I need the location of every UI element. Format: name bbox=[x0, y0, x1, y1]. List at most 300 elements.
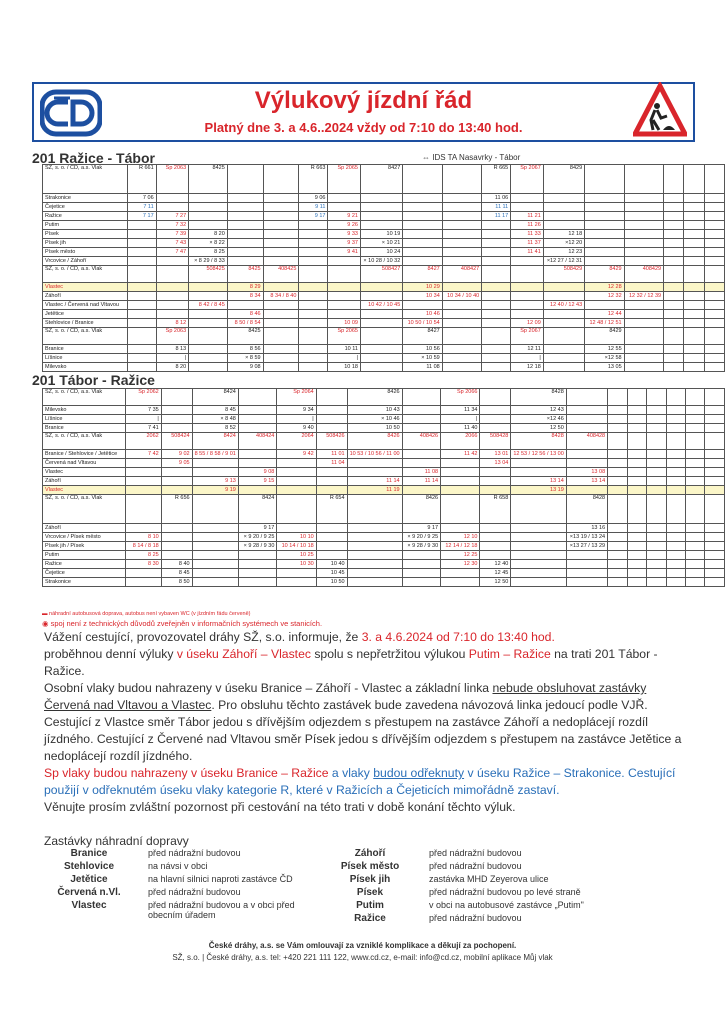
time-cell bbox=[441, 524, 480, 533]
time-cell bbox=[238, 459, 277, 468]
time-cell bbox=[238, 424, 277, 433]
time-cell: 11 33 bbox=[511, 230, 544, 239]
time-cell bbox=[627, 533, 646, 542]
train-number: Sp 2065 bbox=[328, 165, 361, 194]
time-cell: 12 32 bbox=[585, 292, 624, 301]
time-cell bbox=[705, 406, 725, 415]
time-cell: 9 17 bbox=[402, 524, 441, 533]
time-cell bbox=[608, 486, 627, 495]
time-cell: 8 30 bbox=[126, 560, 162, 569]
time-cell bbox=[482, 257, 511, 266]
time-cell bbox=[666, 551, 685, 560]
station-name: Strakonice bbox=[43, 194, 128, 203]
time-cell bbox=[299, 345, 328, 354]
time-cell bbox=[543, 283, 584, 292]
time-cell bbox=[585, 239, 624, 248]
time-cell bbox=[482, 283, 511, 292]
train-number bbox=[299, 266, 328, 283]
train-number: R 665 bbox=[482, 165, 511, 194]
time-cell bbox=[161, 468, 192, 477]
time-cell bbox=[666, 424, 685, 433]
train-number: 8428 bbox=[511, 389, 566, 406]
time-cell: × 10 28 / 10 32 bbox=[360, 257, 402, 266]
time-cell bbox=[666, 542, 685, 551]
time-cell bbox=[402, 578, 441, 587]
time-cell: 13 19 bbox=[511, 486, 566, 495]
time-cell bbox=[566, 415, 607, 424]
station-name: Písek bbox=[43, 230, 128, 239]
time-cell: 12 43 bbox=[511, 406, 566, 415]
time-cell bbox=[263, 283, 299, 292]
time-cell bbox=[192, 569, 238, 578]
time-cell bbox=[441, 486, 480, 495]
time-cell bbox=[627, 542, 646, 551]
time-cell: 8 46 bbox=[227, 310, 263, 319]
time-cell: 8 34 bbox=[227, 292, 263, 301]
time-cell: ×12 27 / 12 31 bbox=[543, 257, 584, 266]
time-cell bbox=[127, 239, 156, 248]
train-number bbox=[227, 165, 263, 194]
station-name: Putim bbox=[43, 551, 126, 560]
time-cell bbox=[627, 560, 646, 569]
time-cell bbox=[624, 194, 663, 203]
time-cell: 7 43 bbox=[156, 239, 189, 248]
time-cell bbox=[227, 203, 263, 212]
stop-name: Ražice bbox=[354, 913, 386, 924]
time-cell: 9 34 bbox=[277, 406, 316, 415]
time-cell bbox=[686, 551, 705, 560]
time-cell bbox=[511, 569, 566, 578]
time-cell: 9 13 bbox=[192, 477, 238, 486]
time-cell: 11 08 bbox=[402, 468, 441, 477]
time-cell bbox=[161, 424, 192, 433]
time-cell bbox=[704, 354, 724, 363]
station-name: Vrcovice / Písek město bbox=[43, 533, 126, 542]
time-cell: 7 11 bbox=[127, 203, 156, 212]
time-cell bbox=[704, 257, 724, 266]
time-cell bbox=[647, 468, 666, 477]
time-cell bbox=[704, 319, 724, 328]
train-number bbox=[684, 266, 704, 283]
time-cell bbox=[647, 569, 666, 578]
station-name: Vrcovice / Záhoří bbox=[43, 257, 128, 266]
time-cell bbox=[402, 560, 441, 569]
time-cell: ×13 27 / 13 29 bbox=[566, 542, 607, 551]
time-cell: 13 16 bbox=[566, 524, 607, 533]
train-number bbox=[263, 328, 299, 345]
time-cell bbox=[482, 354, 511, 363]
time-cell bbox=[647, 542, 666, 551]
time-cell bbox=[126, 477, 162, 486]
station-name: Milevsko bbox=[43, 406, 126, 415]
time-cell bbox=[189, 212, 228, 221]
time-cell bbox=[347, 569, 402, 578]
time-cell bbox=[543, 319, 584, 328]
train-number: Sp 2063 bbox=[156, 165, 189, 194]
train-number bbox=[666, 389, 685, 406]
table-row bbox=[43, 569, 725, 578]
time-cell bbox=[624, 257, 663, 266]
train-number: 8425 bbox=[227, 266, 263, 283]
table-row bbox=[43, 424, 725, 433]
time-cell bbox=[608, 424, 627, 433]
time-cell: 12 18 bbox=[543, 230, 584, 239]
train-number: R 663 bbox=[299, 165, 328, 194]
time-cell: 7 06 bbox=[127, 194, 156, 203]
time-cell bbox=[316, 551, 347, 560]
time-cell bbox=[666, 450, 685, 459]
time-cell bbox=[403, 257, 442, 266]
time-cell bbox=[511, 310, 544, 319]
time-cell bbox=[608, 533, 627, 542]
validity-subtitle: Platný dne 3. a 4.6..2024 vždy od 7:10 do 13:40 hod. bbox=[204, 120, 523, 135]
table-row bbox=[43, 319, 725, 328]
train-number bbox=[156, 266, 189, 283]
time-cell bbox=[684, 283, 704, 292]
time-cell: 9 08 bbox=[238, 468, 277, 477]
time-cell bbox=[347, 459, 402, 468]
time-cell: 12 45 bbox=[480, 569, 511, 578]
time-cell: 11 04 bbox=[316, 459, 347, 468]
time-cell bbox=[316, 533, 347, 542]
time-cell bbox=[238, 569, 277, 578]
train-header-row bbox=[43, 433, 725, 450]
time-cell bbox=[227, 239, 263, 248]
time-cell bbox=[127, 301, 156, 310]
time-cell bbox=[647, 406, 666, 415]
time-cell bbox=[277, 569, 316, 578]
time-cell bbox=[704, 283, 724, 292]
time-cell bbox=[238, 560, 277, 569]
train-number: 8426 bbox=[347, 433, 402, 450]
time-cell bbox=[684, 301, 704, 310]
time-cell bbox=[263, 212, 299, 221]
time-cell bbox=[684, 363, 704, 372]
time-cell: 12 10 bbox=[441, 533, 480, 542]
time-cell bbox=[684, 203, 704, 212]
time-cell bbox=[585, 221, 624, 230]
time-cell bbox=[161, 477, 192, 486]
time-cell bbox=[624, 301, 663, 310]
train-number: 408426 bbox=[402, 433, 441, 450]
time-cell: 10 10 bbox=[277, 533, 316, 542]
time-cell: 9 17 bbox=[238, 524, 277, 533]
time-cell: × 9 28 / 9 30 bbox=[402, 542, 441, 551]
table-row bbox=[43, 450, 725, 459]
time-cell bbox=[666, 560, 685, 569]
time-cell bbox=[482, 319, 511, 328]
time-cell: 8 13 bbox=[156, 345, 189, 354]
time-cell: 10 09 bbox=[328, 319, 361, 328]
time-cell bbox=[664, 212, 684, 221]
time-cell: 9 19 bbox=[192, 486, 238, 495]
time-cell bbox=[664, 203, 684, 212]
time-cell bbox=[192, 468, 238, 477]
time-cell bbox=[299, 319, 328, 328]
operator-label: SŽ, s. o. / ČD, a.s. Vlak bbox=[43, 165, 128, 194]
time-cell bbox=[316, 542, 347, 551]
time-cell bbox=[686, 578, 705, 587]
time-cell bbox=[543, 310, 584, 319]
time-cell bbox=[360, 345, 402, 354]
time-cell: 9 37 bbox=[328, 239, 361, 248]
station-name: Líšnice bbox=[43, 354, 128, 363]
time-cell bbox=[156, 257, 189, 266]
time-cell: 8 50 bbox=[161, 578, 192, 587]
train-number bbox=[704, 165, 724, 194]
time-cell bbox=[442, 283, 481, 292]
time-cell bbox=[238, 415, 277, 424]
time-cell bbox=[127, 292, 156, 301]
time-cell: 9 15 bbox=[238, 477, 277, 486]
time-cell: 12 55 bbox=[585, 345, 624, 354]
train-number: Sp 2066 bbox=[441, 389, 480, 406]
time-cell: 11 37 bbox=[511, 239, 544, 248]
time-cell bbox=[238, 450, 277, 459]
time-cell bbox=[263, 345, 299, 354]
time-cell bbox=[161, 415, 192, 424]
train-number bbox=[608, 433, 627, 450]
time-cell bbox=[543, 354, 584, 363]
stop-location: na hlavní silnici naproti zastávce ČD bbox=[148, 874, 293, 884]
time-cell bbox=[189, 194, 228, 203]
table-row bbox=[43, 363, 725, 372]
time-cell bbox=[624, 212, 663, 221]
table-row bbox=[43, 524, 725, 533]
time-cell bbox=[511, 560, 566, 569]
time-cell: 11 06 bbox=[482, 194, 511, 203]
paragraph-1: Vážení cestující, provozovatel dráhy SŽ, s.o. informuje, že 3. a 4.6.2024 od 7:10 do 13:40 hod. proběhnou denní výluky v úseku Záhoří – Vlastec spolu s nepřetržitou výlukou Putim – Ražice na trati 201 Tábor - Ražice. bbox=[44, 630, 658, 678]
time-cell bbox=[684, 257, 704, 266]
time-cell: 12 18 bbox=[511, 363, 544, 372]
time-cell: 10 56 bbox=[403, 345, 442, 354]
time-cell: ×12 20 bbox=[543, 239, 584, 248]
table-row bbox=[43, 310, 725, 319]
paragraph-4: Sp vlaky budou nahrazeny v úseku Branice – Ražice a vlaky budou odřeknuty v úseku Ražice – Strakonice. Cestující použijí v odřeknutém úseku vlaky kategorie R, které v Ražicích a Čejeticích mimořádně zastaví. bbox=[44, 766, 676, 797]
time-cell bbox=[126, 468, 162, 477]
time-cell: 11 21 bbox=[511, 212, 544, 221]
table-row bbox=[43, 468, 725, 477]
time-cell bbox=[705, 459, 725, 468]
time-cell: 8 12 bbox=[156, 319, 189, 328]
train-number: 408424 bbox=[238, 433, 277, 450]
time-cell bbox=[624, 239, 663, 248]
time-cell bbox=[263, 239, 299, 248]
time-cell bbox=[704, 345, 724, 354]
time-cell bbox=[189, 283, 228, 292]
time-cell bbox=[360, 319, 402, 328]
ids-note: ⇔ IDS TA Nasavrky - Tábor bbox=[422, 153, 521, 162]
time-cell bbox=[316, 468, 347, 477]
time-cell bbox=[664, 221, 684, 230]
time-cell bbox=[347, 551, 402, 560]
station-name: Milevsko bbox=[43, 363, 128, 372]
paragraph-3: Cestující z Vlastce směr Tábor jedou s dřívějším odjezdem s přestupem na zastávce Záhoří a nedoplácejí rozdíl jízdného. Cestující z Červené nad Vltavou směr Písek jedou s dřívějším odjezdem s přestupem na zastávce Jetětice a nedoplácejí rozdíl jízdného. bbox=[44, 715, 682, 763]
time-cell: 11 08 bbox=[403, 363, 442, 372]
time-cell bbox=[238, 551, 277, 560]
time-cell: × 10 46 bbox=[347, 415, 402, 424]
time-cell bbox=[316, 524, 347, 533]
time-cell bbox=[127, 230, 156, 239]
time-cell bbox=[684, 292, 704, 301]
train-header-row bbox=[43, 165, 725, 194]
time-cell bbox=[156, 301, 189, 310]
time-cell bbox=[511, 468, 566, 477]
time-cell bbox=[441, 578, 480, 587]
time-cell bbox=[624, 345, 663, 354]
time-cell bbox=[299, 257, 328, 266]
time-cell bbox=[686, 477, 705, 486]
time-cell bbox=[608, 468, 627, 477]
time-cell: 8 29 bbox=[227, 283, 263, 292]
replacement-stops-left bbox=[44, 848, 328, 926]
time-cell bbox=[608, 578, 627, 587]
time-cell bbox=[511, 194, 544, 203]
time-cell bbox=[192, 578, 238, 587]
time-cell: 8 40 bbox=[161, 560, 192, 569]
time-cell: | bbox=[328, 354, 361, 363]
time-cell: 13 14 bbox=[566, 477, 607, 486]
time-cell bbox=[627, 415, 646, 424]
train-number bbox=[189, 328, 228, 345]
time-cell bbox=[511, 542, 566, 551]
time-cell bbox=[480, 424, 511, 433]
time-cell bbox=[684, 248, 704, 257]
time-cell bbox=[441, 569, 480, 578]
stop-row bbox=[44, 874, 328, 887]
table-row bbox=[43, 292, 725, 301]
stop-row bbox=[325, 913, 609, 926]
bus-icon: ▬ bbox=[42, 611, 50, 617]
time-cell: 10 43 bbox=[347, 406, 402, 415]
time-cell bbox=[402, 424, 441, 433]
train-number bbox=[480, 389, 511, 406]
time-cell bbox=[627, 424, 646, 433]
station-name: Červená nad Vltavou bbox=[43, 459, 126, 468]
time-cell bbox=[686, 569, 705, 578]
timetable-tabor-razice bbox=[42, 388, 725, 587]
time-cell: 10 11 bbox=[328, 345, 361, 354]
train-number bbox=[482, 266, 511, 283]
train-number bbox=[543, 328, 584, 345]
time-cell bbox=[347, 578, 402, 587]
train-number: 8429 bbox=[585, 266, 624, 283]
road-works-icon bbox=[633, 82, 687, 140]
info-system-icon: ◉ bbox=[42, 619, 51, 628]
train-number bbox=[627, 495, 646, 524]
time-cell bbox=[686, 459, 705, 468]
time-cell bbox=[647, 415, 666, 424]
time-cell bbox=[566, 578, 607, 587]
time-cell bbox=[686, 533, 705, 542]
time-cell bbox=[442, 248, 481, 257]
replacement-stops-title: Zastávky náhradní dopravy bbox=[44, 834, 189, 848]
time-cell bbox=[647, 477, 666, 486]
time-cell bbox=[511, 257, 544, 266]
train-number bbox=[686, 495, 705, 524]
time-cell: 10 34 bbox=[403, 292, 442, 301]
train-number: 2064 bbox=[277, 433, 316, 450]
time-cell: | bbox=[441, 415, 480, 424]
train-number: 408425 bbox=[263, 266, 299, 283]
time-cell: 12 11 bbox=[511, 345, 544, 354]
stop-name: Jetětice bbox=[70, 874, 108, 885]
time-cell bbox=[705, 424, 725, 433]
time-cell bbox=[627, 477, 646, 486]
train-number: 508425 bbox=[189, 266, 228, 283]
stop-row bbox=[325, 848, 609, 861]
time-cell: 11 14 bbox=[347, 477, 402, 486]
train-number bbox=[704, 266, 724, 283]
time-cell: | bbox=[277, 415, 316, 424]
time-cell bbox=[627, 406, 646, 415]
train-number bbox=[442, 328, 481, 345]
time-cell bbox=[126, 486, 162, 495]
time-cell bbox=[161, 406, 192, 415]
operator-label: SŽ, s. o. / ČD, a.s. Vlak bbox=[43, 266, 128, 283]
time-cell: 8 14 / 8 18 bbox=[126, 542, 162, 551]
time-cell bbox=[647, 533, 666, 542]
time-cell bbox=[316, 406, 347, 415]
time-cell: 12 23 bbox=[543, 248, 584, 257]
time-cell bbox=[127, 354, 156, 363]
time-cell: × 9 20 / 9 25 bbox=[402, 533, 441, 542]
time-cell bbox=[686, 486, 705, 495]
time-cell bbox=[299, 283, 328, 292]
time-cell bbox=[666, 533, 685, 542]
time-cell: 7 41 bbox=[126, 424, 162, 433]
stop-location: v obci na autobusové zastávce „Putim" bbox=[429, 900, 584, 910]
train-header-row bbox=[43, 328, 725, 345]
time-cell bbox=[127, 319, 156, 328]
train-number bbox=[511, 266, 544, 283]
station-name: Jetětice bbox=[43, 310, 128, 319]
time-cell bbox=[238, 578, 277, 587]
train-number: 508426 bbox=[316, 433, 347, 450]
operator-label: SŽ, s. o. / ČD, a.s. Vlak bbox=[43, 495, 126, 524]
time-cell bbox=[442, 257, 481, 266]
time-cell bbox=[156, 292, 189, 301]
time-cell bbox=[403, 203, 442, 212]
time-cell bbox=[126, 578, 162, 587]
time-cell: × 8 48 bbox=[192, 415, 238, 424]
time-cell bbox=[704, 239, 724, 248]
time-cell bbox=[664, 257, 684, 266]
time-cell bbox=[704, 212, 724, 221]
time-cell bbox=[608, 524, 627, 533]
time-cell bbox=[328, 194, 361, 203]
time-cell bbox=[403, 212, 442, 221]
time-cell bbox=[684, 345, 704, 354]
time-cell: 10 45 bbox=[316, 569, 347, 578]
time-cell bbox=[686, 560, 705, 569]
time-cell bbox=[624, 248, 663, 257]
time-cell bbox=[263, 203, 299, 212]
time-cell bbox=[686, 406, 705, 415]
train-number bbox=[585, 165, 624, 194]
time-cell bbox=[161, 542, 192, 551]
time-cell bbox=[684, 212, 704, 221]
time-cell bbox=[608, 542, 627, 551]
time-cell bbox=[705, 551, 725, 560]
train-header-row bbox=[43, 266, 725, 283]
time-cell bbox=[624, 310, 663, 319]
time-cell bbox=[482, 345, 511, 354]
station-name: Vlastec / Červená nad Vltavou bbox=[43, 301, 128, 310]
time-cell bbox=[360, 354, 402, 363]
train-number: 8426 bbox=[347, 389, 402, 406]
time-cell bbox=[666, 569, 685, 578]
